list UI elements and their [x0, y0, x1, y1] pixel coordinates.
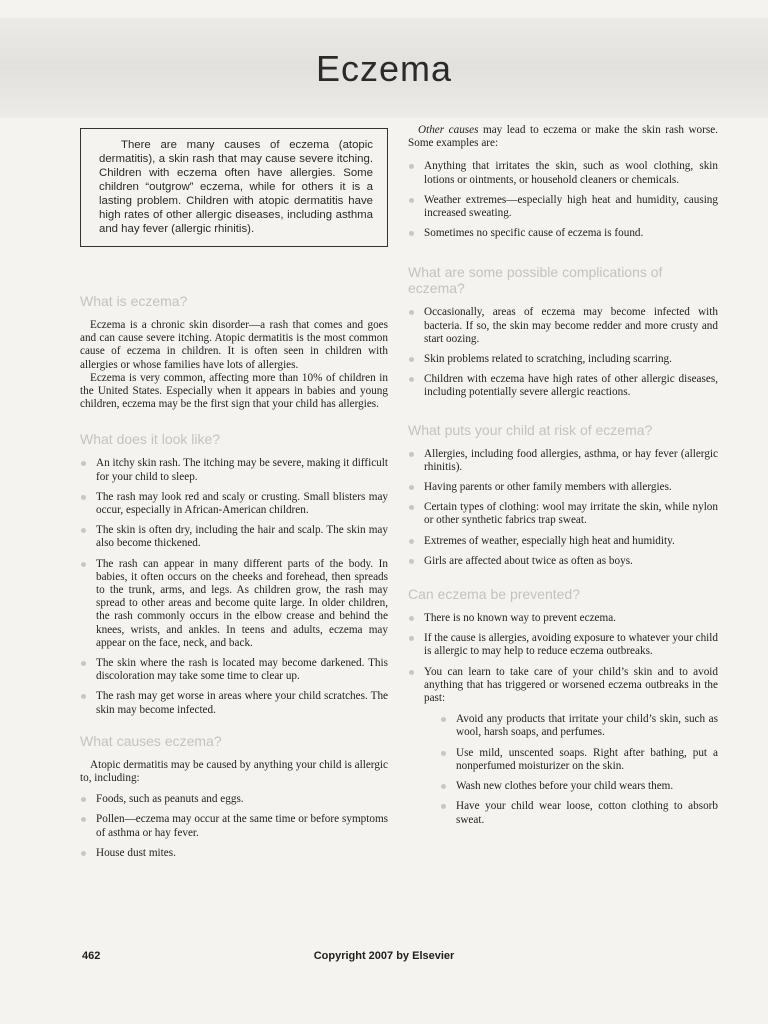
page-number: 462 [82, 950, 101, 962]
other-causes-intro [408, 124, 718, 150]
list-item: Pollen—eczema may occur at the same time or before symptoms of asthma or hay fever. [80, 813, 388, 839]
list-item: Foods, such as peanuts and eggs. [80, 793, 388, 806]
list-item: Sometimes no specific cause of eczema is found. [408, 227, 718, 240]
other-causes-list [408, 160, 718, 240]
list-item: Anything that irritates the skin, such as wool clothing, skin lotions or ointments, or household cleaners or chemicals. [408, 160, 718, 186]
what-is-paragraph-2: Eczema is very common, affecting more than 10% of children in the United States. Especially when it appears in babies and young children, eczema may be the first sign that your child has allergies. [80, 371, 388, 411]
heading-what-causes-eczema: What causes eczema? [80, 732, 222, 749]
what-is-paragraph-1: Eczema is a chronic skin disorder—a rash that comes and goes and can cause severe itching. Atopic dermatitis is the most common cause of eczema in children. It is often seen in children with allergies or whose families have lots of allergies. [80, 319, 388, 371]
heading-prevention: Can eczema be prevented? [408, 586, 580, 603]
list-item: Occasionally, areas of eczema may become infected with bacteria. If so, the skin may become redder and more crusty and start oozing. [408, 306, 718, 346]
causes-list [80, 793, 388, 860]
copyright-text: Copyright 2007 by Elsevier [313, 950, 455, 962]
sub-list-item: Avoid any products that irritate your child’s skin, such as wool, harsh soaps, and perfumes. [440, 713, 718, 739]
complications-list [408, 306, 718, 399]
list-item: The rash may get worse in areas where your child scratches. The skin may become infected. [80, 690, 388, 716]
list-item: Having parents or other family members with allergies. [408, 481, 718, 494]
prevention-sublist [440, 713, 718, 826]
list-item: The rash may look red and scaly or crusting. Small blisters may occur, especially in African-American children. [80, 491, 388, 517]
sub-list-item: Have your child wear loose, cotton clothing to absorb sweat. [440, 800, 718, 826]
heading-risk: What puts your child at risk of eczema? [408, 421, 653, 438]
page-title: Eczema [315, 48, 453, 89]
list-item: There is no known way to prevent eczema. [408, 612, 718, 625]
heading-complications: What are some possible complications of eczema? [408, 264, 663, 297]
list-item: The rash can appear in many different parts of the body. In babies, it often occurs on the cheeks and forehead, then spreads to the trunk, arms, and legs. As children grow, the rash may spread to other areas and become quite large. In older children, the rash commonly occurs in the elbow crease and behind the knees, wrists, and ankles. In teens and adults, eczema may appear on the face, neck, and back. [80, 558, 388, 650]
list-item: The skin where the rash is located may become darkened. This discoloration may take some time to clear up. [80, 657, 388, 683]
list-item [408, 666, 718, 827]
sub-list-item: Wash new clothes before your child wears them. [440, 780, 718, 793]
list-item: Certain types of clothing: wool may irritate the skin, while nylon or other synthetic fabrics trap sweat. [408, 501, 718, 527]
sub-list-item: Use mild, unscented soaps. Right after bathing, put a nonperfumed moisturizer on the skin. [440, 747, 718, 773]
list-item: Children with eczema have high rates of other allergic diseases, including potentially severe allergic reactions. [408, 373, 718, 399]
looks-list [80, 457, 388, 716]
other-causes-rest: may lead to eczema or make the skin rash worse. Some examples are: [408, 124, 718, 150]
other-causes-lead: Other causes [418, 124, 479, 136]
list-item: Girls are affected about twice as often as boys. [408, 555, 718, 568]
list-item-text: You can learn to take care of your child’s skin and to avoid anything that has triggered or worsened eczema outbreaks in the past: [424, 665, 718, 705]
list-item: Extremes of weather, especially high heat and humidity. [408, 535, 718, 548]
prevention-list [408, 612, 718, 827]
list-item: Weather extremes—especially high heat and humidity, causing increased sweating. [408, 194, 718, 220]
list-item: Allergies, including food allergies, asthma, or hay fever (allergic rhinitis). [408, 448, 718, 474]
list-item: If the cause is allergies, avoiding exposure to whatever your child is allergic to may help to reduce eczema outbreaks. [408, 632, 718, 658]
list-item: The skin is often dry, including the hair and scalp. The skin may also become thickened. [80, 524, 388, 550]
heading-what-does-it-look-like: What does it look like? [80, 431, 221, 448]
list-item: Skin problems related to scratching, including scarring. [408, 353, 718, 366]
list-item: An itchy skin rash. The itching may be severe, making it difficult for your child to sleep. [80, 457, 388, 483]
right-column [408, 124, 718, 834]
causes-intro: Atopic dermatitis may be caused by anything your child is allergic to, including: [80, 758, 388, 785]
risk-list [408, 448, 718, 568]
intro-box: There are many causes of eczema (atopic dermatitis), a skin rash that may cause severe itching. Children with eczema often have allergies. Some children “outgrow” eczema, while for others it is a lasting problem. Children with atopic dermatitis have high rates of other allergic diseases, including asthma and hay fever (allergic rhinitis). [80, 128, 388, 247]
heading-what-is-eczema: What is eczema? [80, 293, 188, 309]
list-item: House dust mites. [80, 847, 388, 860]
left-column [80, 124, 388, 867]
